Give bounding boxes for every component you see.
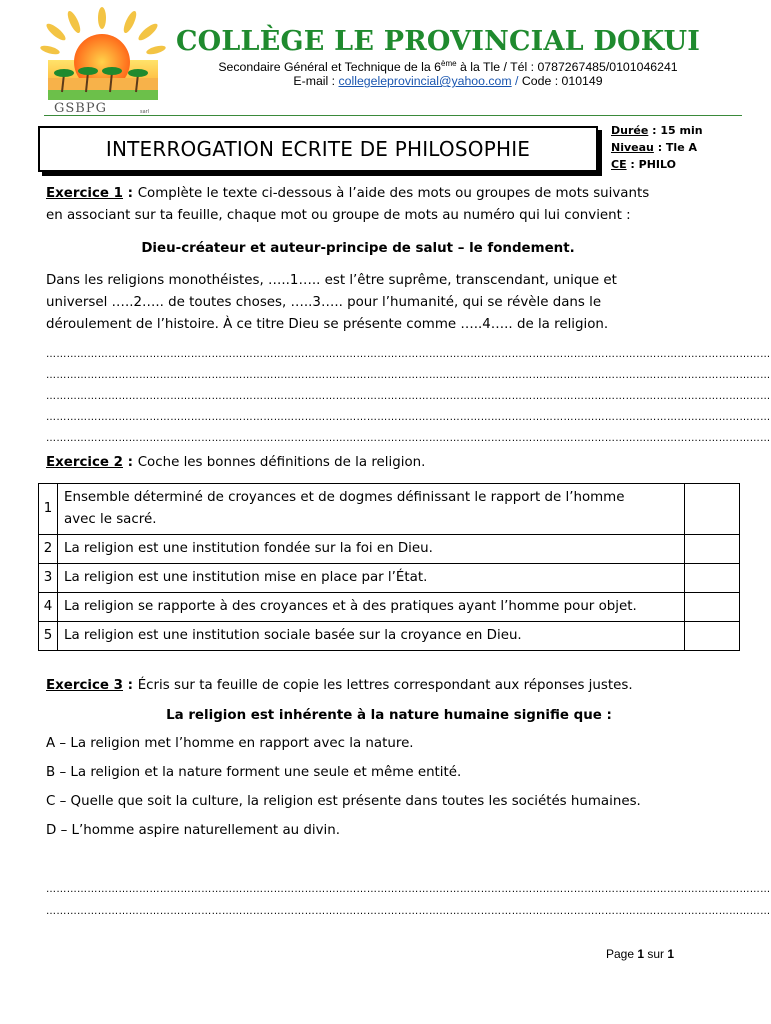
exercise3-question: La religion est inhérente à la nature humaine signifie que : [166, 708, 612, 723]
definition-text: La religion est une institution mise en place par l’État. [58, 564, 685, 593]
page-title: INTERROGATION ECRITE DE PHILOSOPHIE [105, 137, 531, 161]
checkbox-cell[interactable] [685, 593, 740, 622]
table-row [39, 622, 740, 651]
exercise1-instruction-text1: Complète le texte ci-dessous à l’aide des mots ou groupes de mots suivants [137, 186, 650, 201]
definition-text: La religion se rapporte à des croyances et à des pratiques ayant l’homme pour objet. [58, 593, 685, 622]
definition-cell [58, 484, 685, 535]
exercise2-label: Exercice 2 [46, 455, 123, 470]
option-a: A – La religion met l’homme en rapport avec la nature. [46, 736, 414, 751]
table-row [39, 484, 740, 535]
answer-line: ………………………………………………………………………………………………………………………………………………………………………………………… [46, 884, 771, 895]
definition-text-cont: avec le sacré. [64, 512, 157, 527]
definition-text: Ensemble déterminé de croyances et de dogmes définissant le rapport de l’homme [64, 490, 625, 505]
school-info-line [168, 59, 728, 74]
table-row [39, 593, 740, 622]
option-d: D – L’homme aspire naturellement au divin. [46, 823, 340, 838]
definition-text: La religion est une institution fondée sur la foi en Dieu. [58, 535, 685, 564]
page-number: 1 [637, 947, 645, 961]
page-footer [606, 947, 674, 961]
meta-subject-key: CE [611, 158, 627, 171]
exam-meta [611, 122, 703, 173]
row-number: 3 [39, 564, 58, 593]
logo-suffix: sarl [140, 109, 150, 115]
table-row [39, 535, 740, 564]
answer-line: ………………………………………………………………………………………………………………………………………………………………………………………… [46, 391, 771, 402]
exercise1-word-list: Dieu-créateur et auteur-principe de salut – le fondement. [141, 241, 575, 256]
school-logo [44, 10, 162, 115]
exercise2-instruction-text: Coche les bonnes définitions de la religion. [137, 455, 426, 470]
info-prefix: Secondaire Général et Technique de la 6 [218, 60, 441, 75]
checkbox-cell[interactable] [685, 484, 740, 535]
exercise1-instruction-line2: en associant sur ta feuille, chaque mot ou groupe de mots au numéro qui lui convient : [46, 208, 631, 223]
exercise1-instruction-line1 [46, 183, 649, 205]
checkbox-cell[interactable] [685, 564, 740, 593]
exercise2-instruction [46, 452, 425, 474]
table-row [39, 564, 740, 593]
checkbox-cell[interactable] [685, 622, 740, 651]
school-contact-line [168, 74, 728, 88]
exercise1-text-line3: déroulement de l’histoire. À ce titre Dieu se présente comme …..4….. de la religion. [46, 317, 609, 332]
title-box [38, 126, 598, 172]
option-b: B – La religion et la nature forment une seule et même entité. [46, 765, 462, 780]
exercise2-colon: : [123, 455, 138, 470]
exercise3-label: Exercice 3 [46, 678, 123, 693]
page-total: 1 [667, 947, 675, 961]
meta-duration-value: : 15 min [648, 124, 703, 137]
exercise1-colon: : [123, 186, 138, 201]
code-separator: / [511, 74, 522, 88]
answer-line: ………………………………………………………………………………………………………………………………………………………………………………………… [46, 412, 771, 423]
meta-subject-value: : PHILO [626, 158, 676, 171]
exercise1-label: Exercice 1 [46, 186, 123, 201]
meta-duration [611, 122, 703, 139]
exercise1-text-line2: universel …..2….. de toutes choses, …..3….. pour l’humanité, qui se révèle dans le [46, 295, 602, 310]
row-number: 4 [39, 593, 58, 622]
answer-line: ………………………………………………………………………………………………………………………………………………………………………………………… [46, 349, 771, 360]
option-c: C – Quelle que soit la culture, la religion est présente dans toutes les sociétés humaines. [46, 794, 641, 809]
row-number: 2 [39, 535, 58, 564]
meta-level [611, 139, 703, 156]
exercise3-instruction [46, 675, 633, 697]
page-word: Page [606, 947, 638, 961]
answer-line: ………………………………………………………………………………………………………………………………………………………………………………………… [46, 433, 771, 444]
meta-subject [611, 156, 703, 173]
meta-level-key: Niveau [611, 141, 654, 154]
exercise3-colon: : [123, 678, 138, 693]
page-of-word: sur [644, 947, 668, 961]
row-number: 1 [39, 484, 58, 535]
meta-duration-key: Durée [611, 124, 649, 137]
exercise1-text-line1: Dans les religions monothéistes, …..1….. est l’être suprême, transcendant, unique et [46, 273, 617, 288]
email-label: E-mail : [293, 74, 339, 88]
answer-line: ………………………………………………………………………………………………………………………………………………………………………………………… [46, 370, 771, 381]
info-suffix: à la Tle / Tél : 0787267485/0101046241 [456, 60, 678, 75]
school-name: COLLÈGE LE PROVINCIAL DOKUI [175, 26, 701, 57]
answer-line: ………………………………………………………………………………………………………………………………………………………………………………………… [46, 906, 771, 917]
row-number: 5 [39, 622, 58, 651]
meta-level-value: : Tle A [653, 141, 698, 154]
email-link[interactable]: collegeleprovincial@yahoo.com [338, 74, 512, 88]
definition-text: La religion est une institution sociale basée sur la croyance en Dieu. [58, 622, 685, 651]
checkbox-cell[interactable] [685, 535, 740, 564]
exercise3-instruction-text: Écris sur ta feuille de copie les lettres correspondant aux réponses justes. [137, 678, 633, 693]
school-code: Code : 010149 [521, 74, 603, 88]
logo-text: GSBPG [54, 101, 107, 116]
definitions-table [38, 483, 740, 651]
header-divider [44, 115, 742, 116]
info-superscript: ème [441, 59, 457, 68]
